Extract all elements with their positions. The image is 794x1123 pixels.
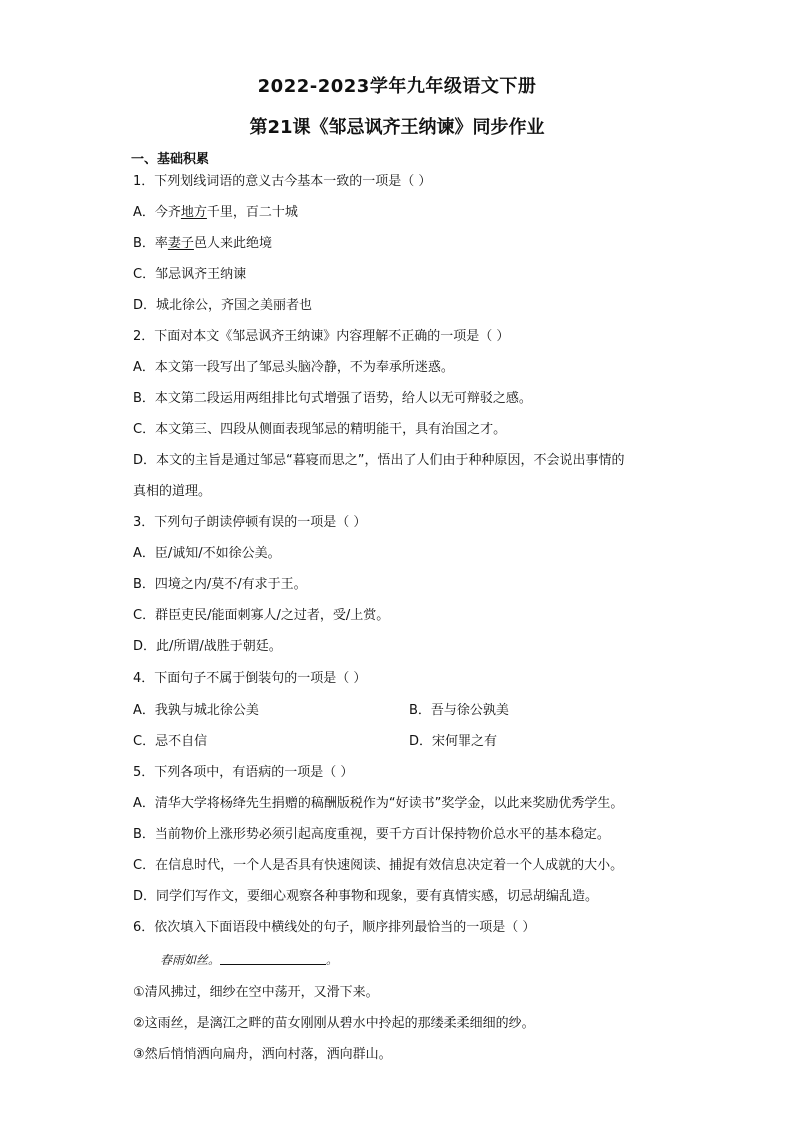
q1-b-prefix: B．率 [133,236,168,251]
q1-stem: 1．下列划线词语的意义古今基本一致的一项是（ ） [133,174,432,189]
q5-option-d: D．同学们写作文，要细心观察各种事物和现象，要有真情实感，切忌胡编乱造。 [133,889,599,904]
q3-option-c: C．群臣吏民/能面刺寡人/之过者，受/上赏。 [133,608,390,623]
q6-sentence-3: ③然后悄悄洒向扁舟，洒向村落，洒向群山。 [133,1047,392,1062]
q6-fill-blank [220,952,326,965]
document-title: 2022-2023学年九年级语文下册 [257,76,537,97]
q1-b-suffix: 邑人来此绝境 [193,236,272,251]
q6-sentence-2: ②这雨丝，是漓江之畔的苗女刚刚从碧水中拎起的那缕柔柔细细的纱。 [133,1016,535,1031]
q5-option-c: C．在信息时代，一个人是否具有快速阅读、捕捉有效信息决定着一个人成就的大小。 [133,858,624,873]
q4-option-b: B．吾与徐公孰美 [409,703,509,718]
q2-option-d-line1: D．本文的主旨是通过邹忌“暮寝而思之”，悟出了人们由于种种原因，不会说出事情的 [133,453,625,468]
q1-a-suffix: 千里，百二十城 [206,205,298,220]
q2-option-d-line2: 真相的道理。 [133,484,212,499]
q1-option-b [133,236,272,252]
q2-option-b: B．本文第二段运用两组排比句式增强了语势，给人以无可辩驳之感。 [133,391,532,406]
q2-option-c: C．本文第三、四段从侧面表现邹忌的精明能干，具有治国之才。 [133,422,507,437]
q3-stem: 3．下列句子朗读停顿有误的一项是（ ） [133,515,367,530]
q1-option-a [133,205,298,221]
q1-option-d: D．城北徐公，齐国之美丽者也 [133,298,313,313]
q1-a-underlined: 地方 [180,205,207,220]
q2-stem: 2．下面对本文《邹忌讽齐王纳谏》内容理解不正确的一项是（ ） [133,329,510,344]
q4-stem: 4．下面句子不属于倒装句的一项是（ ） [133,671,367,686]
q5-stem: 5．下列各项中，有语病的一项是（ ） [133,765,354,780]
q1-b-underlined: 妻子 [167,236,194,251]
q6-passage [160,951,338,968]
q6-passage-text: 春雨如丝。 [160,953,221,967]
q3-option-d: D．此/所谓/战胜于朝廷。 [133,639,282,654]
q3-option-a: A．臣/诚知/不如徐公美。 [133,546,281,561]
q5-option-b: B．当前物价上涨形势必须引起高度重视，要千方百计保持物价总水平的基本稳定。 [133,827,610,842]
q6-passage-end: 。 [326,953,339,967]
q4-option-d: D．宋何罪之有 [409,734,498,749]
q1-a-prefix: A．今齐 [133,205,181,220]
q6-stem: 6．依次填入下面语段中横线处的句子，顺序排列最恰当的一项是（ ） [133,920,536,935]
document-subtitle: 第21课《邹忌讽齐王纳谏》同步作业 [249,117,545,138]
q1-option-c: C．邹忌讽齐王纳谏 [133,267,247,282]
q3-option-b: B．四境之内/莫不/有求于王。 [133,577,307,592]
q5-option-a: A．清华大学将杨绛先生捐赠的稿酬版税作为“好读书”奖学金，以此来奖励优秀学生。 [133,796,624,811]
q4-option-c: C．忌不自信 [133,734,208,749]
q2-option-a: A．本文第一段写出了邹忌头脑冷静，不为奉承所迷惑。 [133,360,454,375]
q4-option-a: A．我孰与城北徐公美 [133,703,259,718]
section-heading: 一、基础积累 [131,152,210,167]
q6-sentence-1: ①清风拂过，细纱在空中荡开，又滑下来。 [133,985,379,1000]
